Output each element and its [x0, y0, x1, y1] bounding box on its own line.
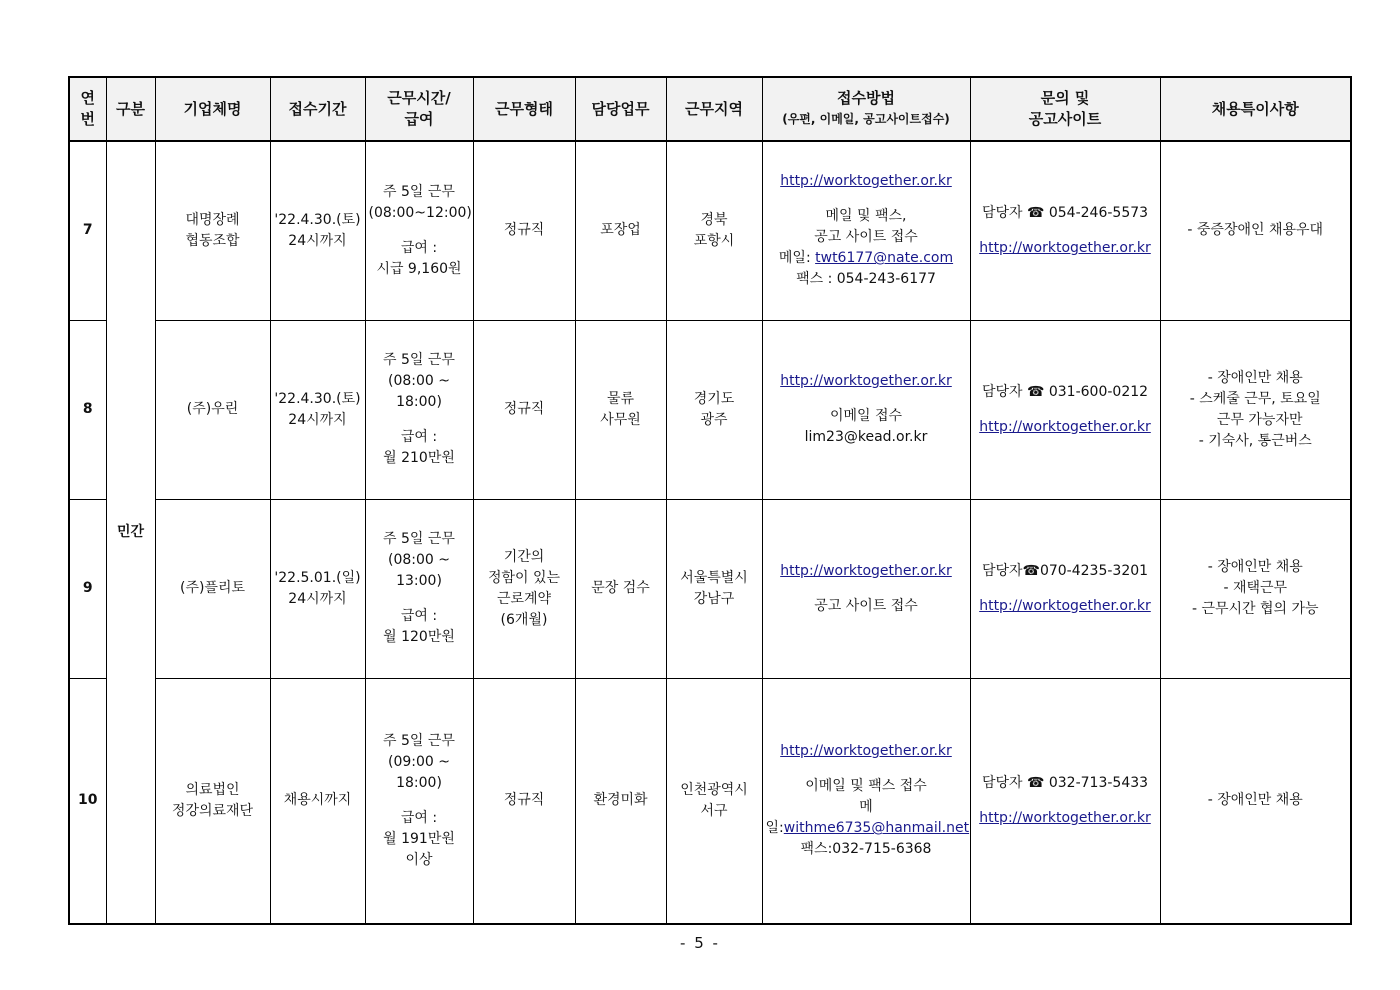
cell-line: 이메일 접수: [829, 408, 903, 424]
cell-line: 포항시: [693, 232, 735, 249]
cell-line: 정강의료재단: [171, 802, 254, 819]
cell-line: 주 5일 근무: [383, 531, 455, 547]
contact-phone: 담당자 ☎ 031-600-0212: [981, 383, 1149, 400]
cell-line: 급여 :: [400, 239, 438, 256]
contact-info: [970, 499, 1160, 678]
work-hours-pay: [365, 499, 473, 678]
cell-line: 환경미화: [593, 792, 648, 809]
cell-line: 대명장례: [185, 211, 240, 228]
worktogether-link[interactable]: http://worktogether.or.kr: [780, 173, 952, 190]
email-link[interactable]: withme6735@hanmail.net: [783, 820, 970, 837]
page-number: - 5 -: [680, 934, 720, 952]
company-name: [155, 678, 270, 924]
hiring-notes: [1160, 499, 1351, 678]
employment-type: [473, 678, 575, 924]
contact-phone: 담당자 ☎ 032-713-5433: [981, 774, 1149, 791]
cell-line: - 스케줄 근무, 토요일: [1189, 390, 1321, 407]
cell-line: 기간의: [503, 548, 545, 565]
header-duty: 담당업무: [575, 77, 666, 141]
cell-line: 주 5일 근무: [383, 732, 455, 749]
cell-line: '22.5.01.(일): [274, 569, 361, 586]
contact-phone: 담당자☎070-4235-3201: [981, 562, 1149, 579]
cell-line: 서구: [700, 802, 728, 819]
cell-line: (09:00 ~: [388, 753, 450, 770]
header-no: 연 번: [69, 77, 106, 141]
worktogether-link[interactable]: http://worktogether.or.kr: [979, 418, 1151, 435]
cell-line: 경북: [700, 211, 728, 228]
cell-line: 인천광역시: [680, 781, 748, 798]
application-method: [762, 320, 970, 499]
row-number: 8: [69, 320, 106, 499]
cell-line: 18:00): [396, 774, 442, 791]
cell-line: lim23@kead.or.kr: [804, 429, 928, 445]
hiring-notes: [1160, 141, 1351, 320]
work-hours-pay: [365, 320, 473, 499]
cell-line: 월 210만원: [383, 450, 455, 466]
row-number: 10: [69, 678, 106, 924]
cell-line: 문장 검수: [591, 580, 650, 596]
row-number: 9: [69, 499, 106, 678]
header-notes: 채용특이사항: [1160, 77, 1351, 141]
cell-line: (08:00 ~: [388, 552, 450, 568]
worktogether-link[interactable]: http://worktogether.or.kr: [979, 809, 1151, 826]
cell-line: '22.4.30.(토): [274, 390, 361, 407]
application-method: [762, 678, 970, 924]
cell-line: 메일 및 팩스,: [825, 208, 907, 225]
table-row: [69, 499, 1351, 678]
cell-line: 24시까지: [288, 590, 347, 607]
cell-line: 24시까지: [288, 411, 347, 428]
job-duty: [575, 499, 666, 678]
header-method: 접수방법 (우편, 이메일, 공고사이트접수): [762, 77, 970, 141]
table-row: [69, 320, 1351, 499]
cell-line: 이메일 및 팩스 접수: [805, 778, 927, 795]
contact-info: [970, 141, 1160, 320]
cell-line: '22.4.30.(토): [274, 211, 361, 228]
job-duty: [575, 678, 666, 924]
email-label: 메일:: [778, 250, 816, 267]
cell-line: 광주: [700, 411, 728, 428]
worktogether-link[interactable]: http://worktogether.or.kr: [780, 373, 952, 389]
company-name: [155, 499, 270, 678]
application-period: [270, 678, 365, 924]
cell-line: 경기도: [693, 390, 735, 407]
job-duty: [575, 141, 666, 320]
cell-line: 채용시까지: [283, 792, 352, 809]
cell-line: 이상: [405, 851, 433, 868]
cell-line: - 중증장애인 채용우대: [1187, 222, 1324, 239]
work-hours-pay: [365, 678, 473, 924]
header-company: 기업체명: [155, 77, 270, 141]
application-period: [270, 499, 365, 678]
cell-line: 근로계약: [496, 590, 552, 607]
cell-line: 월 191만원: [383, 830, 455, 847]
cell-line: 정규직: [503, 401, 545, 417]
worktogether-link[interactable]: http://worktogether.or.kr: [780, 743, 952, 760]
header-contact: 문의 및 공고사이트: [970, 77, 1160, 141]
cell-line: (08:00 ~: [388, 373, 450, 389]
cell-line: 24시까지: [288, 232, 347, 249]
contact-info: [970, 320, 1160, 499]
fax-line: 팩스:032-715-6368: [800, 841, 932, 858]
cell-line: 주 5일 근무: [383, 183, 455, 200]
cell-line: 시급 9,160원: [376, 260, 462, 277]
cell-line: - 장애인만 채용: [1207, 369, 1303, 386]
cell-line: 강남구: [693, 590, 735, 607]
employment-type: [473, 141, 575, 320]
cell-line: 서울특별시: [680, 569, 748, 586]
job-duty: [575, 320, 666, 499]
cell-line: - 장애인만 채용: [1207, 792, 1303, 809]
cell-line: - 근무시간 협의 가능: [1191, 601, 1319, 617]
worktogether-link[interactable]: http://worktogether.or.kr: [979, 597, 1151, 614]
worktogether-link[interactable]: http://worktogether.or.kr: [979, 239, 1151, 256]
cell-line: - 재택근무: [1223, 580, 1288, 596]
cell-line: 협동조합: [185, 232, 240, 249]
header-type: 근무형태: [473, 77, 575, 141]
cell-line: - 기숙사, 통근버스: [1198, 432, 1312, 449]
cell-line: (주)플리토: [179, 580, 246, 596]
header-region: 근무지역: [666, 77, 762, 141]
employment-type: [473, 499, 575, 678]
cell-line: 포장업: [600, 222, 641, 239]
email-line: [765, 797, 970, 839]
cell-line: 급여 :: [400, 809, 438, 826]
application-period: [270, 320, 365, 499]
cell-line: 주 5일 근무: [383, 352, 455, 368]
cell-line: (6개월): [500, 611, 548, 628]
cell-line: 월 120만원: [383, 629, 455, 645]
cell-line: 정규직: [503, 792, 545, 809]
row-number: 7: [69, 141, 106, 320]
application-method: [762, 499, 970, 678]
table-row: [69, 678, 1351, 924]
employment-type: [473, 320, 575, 499]
cell-line: 근무 가능자만: [1208, 411, 1303, 428]
cell-line: 급여 :: [400, 608, 438, 624]
application-method: [762, 141, 970, 320]
header-period: 접수기간: [270, 77, 365, 141]
contact-phone: 담당자 ☎ 054-246-5573: [981, 204, 1149, 221]
table-row: [69, 141, 1351, 320]
cell-line: (주)우린: [186, 401, 239, 417]
cell-line: 의료법인: [185, 781, 240, 798]
work-region: [666, 141, 762, 320]
header-category: 구분: [106, 77, 155, 141]
job-listing-table: [68, 76, 1352, 925]
cell-line: 공고 사이트 접수: [814, 597, 918, 614]
cell-line: 18:00): [396, 394, 442, 410]
cell-line: 정규직: [503, 222, 545, 239]
work-hours-pay: [365, 141, 473, 320]
cell-line: - 장애인만 채용: [1207, 559, 1303, 575]
cell-line: 정함이 있는: [487, 569, 561, 586]
hiring-notes: [1160, 678, 1351, 924]
category-cell: 민간: [106, 141, 155, 924]
work-region: [666, 678, 762, 924]
header-row: [69, 77, 1351, 141]
work-region: [666, 499, 762, 678]
contact-info: [970, 678, 1160, 924]
email-label: 메일:: [765, 799, 873, 837]
cell-line: 사무원: [600, 411, 641, 428]
email-link[interactable]: twt6177@nate.com: [815, 250, 954, 267]
application-period: [270, 141, 365, 320]
worktogether-link[interactable]: http://worktogether.or.kr: [780, 562, 952, 579]
header-hours: 근무시간/ 급여: [365, 77, 473, 141]
company-name: [155, 141, 270, 320]
cell-line: 공고 사이트 접수: [814, 229, 918, 246]
cell-line: 물류: [606, 390, 635, 407]
company-name: [155, 320, 270, 499]
work-region: [666, 320, 762, 499]
fax-line: 팩스 : 054-243-6177: [796, 271, 936, 288]
cell-line: 13:00): [396, 573, 442, 589]
hiring-notes: [1160, 320, 1351, 499]
cell-line: 급여 :: [400, 429, 438, 445]
email-line: [766, 248, 967, 269]
cell-line: (08:00~12:00): [368, 204, 472, 221]
